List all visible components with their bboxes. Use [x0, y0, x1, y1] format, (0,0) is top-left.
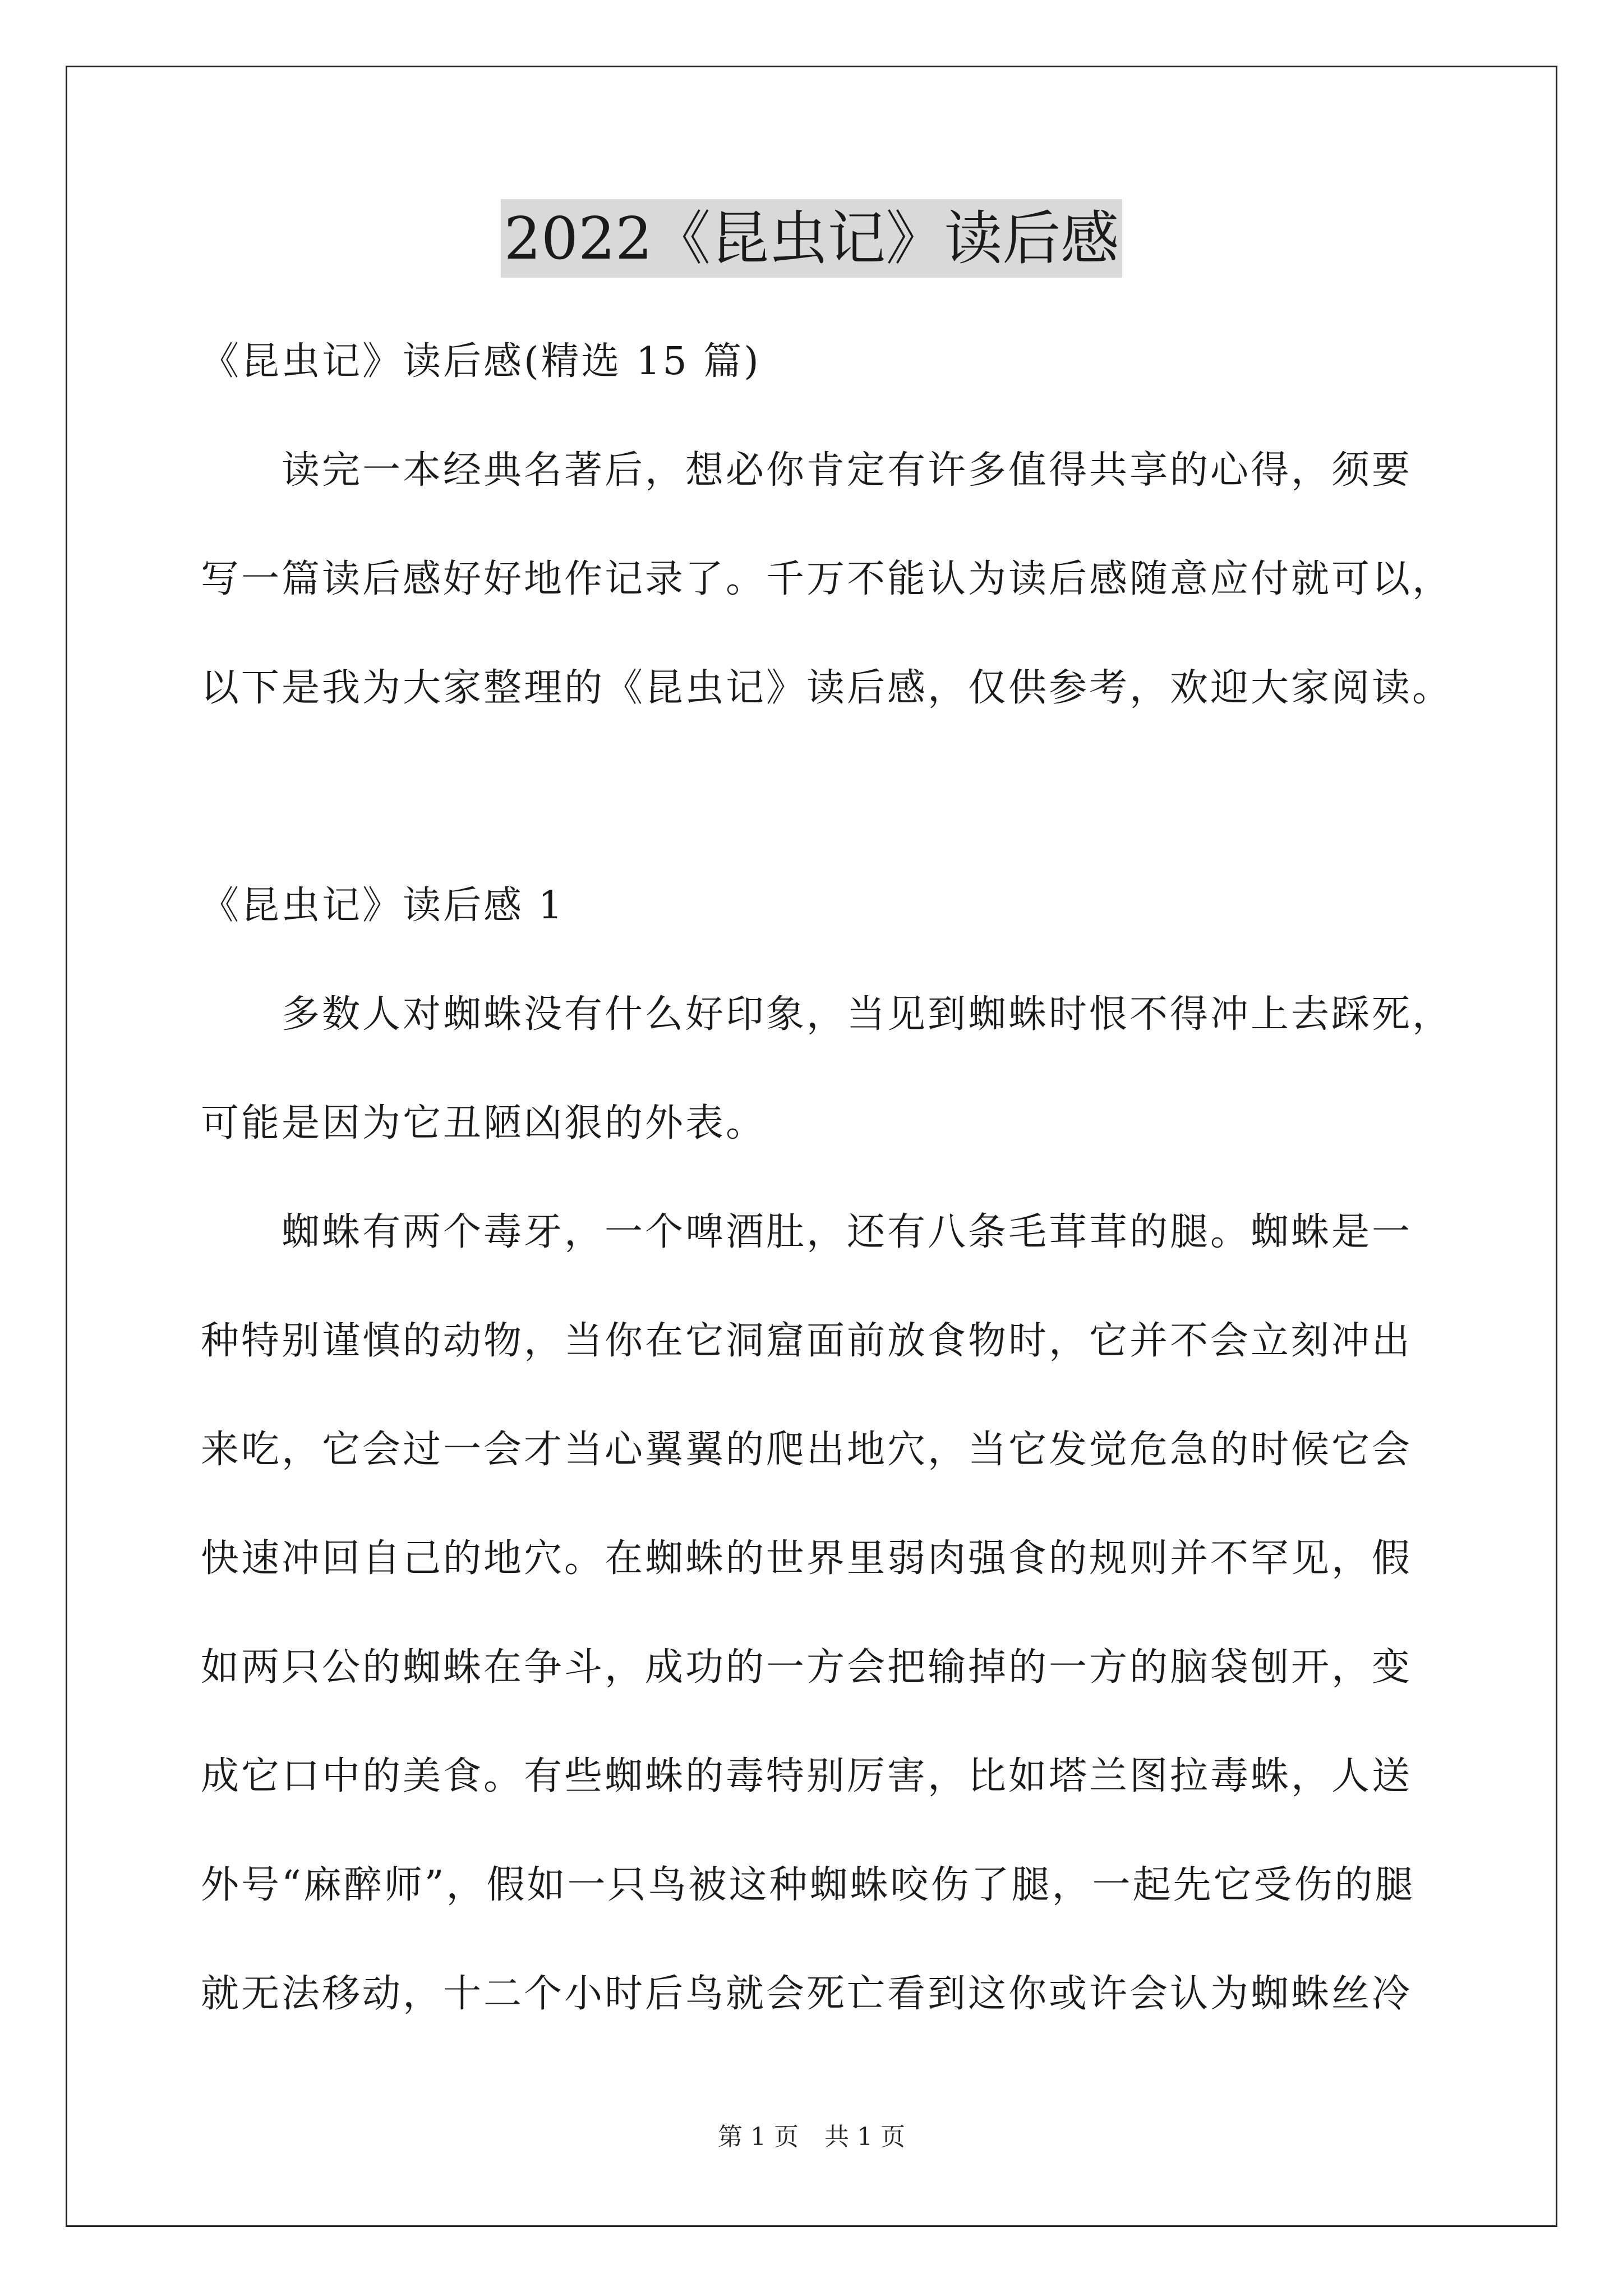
- section-heading: 《昆虫记》读后感 1: [201, 884, 565, 928]
- intro-line-3: 以下是我为大家整理的《昆虫记》读后感，仅供参考，欢迎大家阅读。: [201, 666, 1453, 710]
- document-subtitle: 《昆虫记》读后感(精选 15 篇): [201, 339, 761, 384]
- paragraph2-line-8: 就无法移动，十二个小时后鸟就会死亡看到这你或许会认为蜘蛛丝冷: [201, 1972, 1413, 2016]
- paragraph2-line-6: 成它口中的美食。有些蜘蛛的毒特别厉害，比如塔兰图拉毒蛛，人送: [201, 1754, 1413, 1798]
- paragraph2-line-4: 快速冲回自己的地穴。在蜘蛛的世界里弱肉强食的规则并不罕见，假: [201, 1536, 1413, 1581]
- paragraph2-line-7: 外号“麻醉师”，假如一只鸟被这种蜘蛛咬伤了腿，一起先它受伤的腿: [201, 1863, 1415, 1907]
- paragraph2-line-5: 如两只公的蜘蛛在争斗，成功的一方会把输掉的一方的脑袋刨开，变: [201, 1645, 1413, 1690]
- paragraph1-line-2: 可能是因为它丑陋凶狠的外表。: [201, 1101, 767, 1145]
- page-number-total: 共 1 页: [824, 2123, 905, 2151]
- paragraph2-line-1: 蜘蛛有两个毒牙，一个啤酒肚，还有八条毛茸茸的腿。蜘蛛是一: [282, 1210, 1413, 1254]
- document-title: 2022《昆虫记》读后感: [501, 199, 1123, 278]
- section-gap: [201, 743, 1457, 852]
- paragraph2-line-3: 来吃，它会过一会才当心翼翼的爬出地穴，当它发觉危急的时候它会: [201, 1428, 1413, 1472]
- document-body: [201, 307, 1457, 2049]
- intro-line-2: 写一篇读后感好好地作记录了。千万不能认为读后感随意应付就可以，: [201, 557, 1453, 601]
- paragraph2-line-2: 种特别谨慎的动物，当你在它洞窟面前放食物时，它并不会立刻冲出: [201, 1319, 1413, 1363]
- intro-line-1: 读完一本经典名著后，想必你肯定有许多值得共享的心得，须要: [282, 448, 1413, 493]
- paragraph1-line-1: 多数人对蜘蛛没有什么好印象，当见到蜘蛛时恨不得冲上去踩死，: [282, 992, 1453, 1037]
- title-container: [0, 199, 1623, 278]
- page-number-current: 第 1 页: [718, 2123, 799, 2151]
- page-footer: [0, 2120, 1623, 2154]
